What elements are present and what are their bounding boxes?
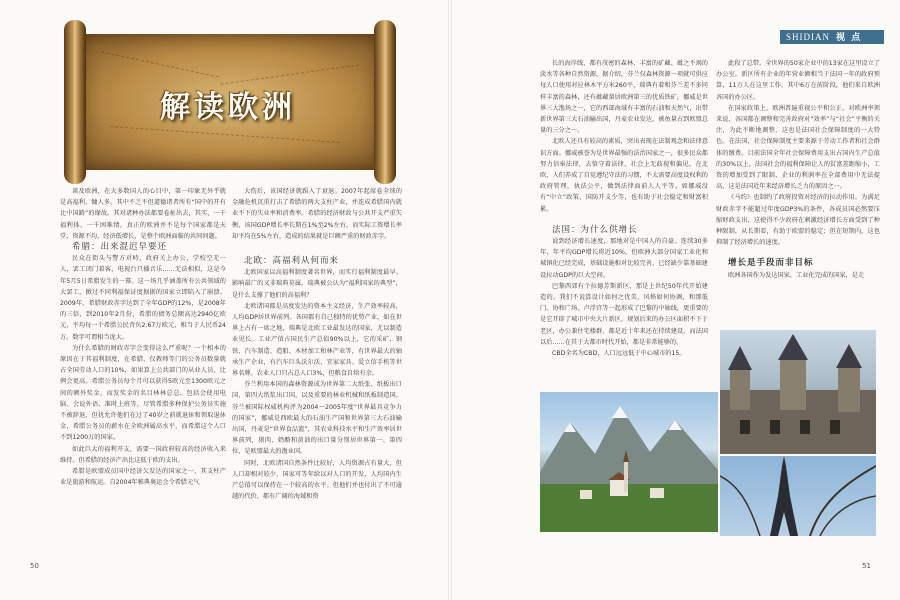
section-header-cn: 视 点 xyxy=(836,32,863,42)
eiffel-tower-photo xyxy=(720,456,876,536)
paragraph: 北欧国家以高福利制度著名世界，而实行福利制度最早、影响最广的又非瑞典莫属。瑞典被公认为“福利国家的典型”，是什么支撑了他们的高福利？ xyxy=(232,269,402,299)
paragraph: 芬兰利用本国的森林资源成为世界第二大纸张、纸板出口国，第四大纸浆出口国，以及重要的林业机械和纸板制造国。芬兰被国际权威机构评为2004～2005年度“世界最具竞争力的国家”，挪威是西欧最大的石油生产国和世界第三大石油输出国，丹麦是“世界食品篮”，其农业科技水平和生产效率居世界前列，猪肉、奶酪和黄油的出口量分别居世界第一、第四位，是欧盟最大的渔业国。 xyxy=(232,381,402,456)
paragraph: 如此巨大的福利开支，需要一国政府较高的经济收入来维持。但希腊的经济产出比这低于欧的支出。 xyxy=(60,445,226,464)
paragraph: 《马约》也制约了政府投资对经济的拉动作用。为满足财政赤字不能超过年度GDP3%的条件，各成员国必然要压缩财政支出，这使得不少政府在刺激经济增长方面受到了种种限制，从长期看，有助于欧盟的稳定；但在短期内，这也抑制了经济增长的速度。 xyxy=(716,194,880,247)
column-3 xyxy=(540,58,708,388)
section-header-en: SHIDIAN xyxy=(786,32,830,42)
paragraph: 北欧人还具有较高的素质，突出表现在法制观念和法律意识方面。挪威被誉为是世界最强的法治国家之一，很多民众都努力信奉法律，去恪守着法律，社会上无歧视和偏见。在北欧，人们养成了自觉遵纪守法的习惯，不太需要高度设权利的政府管理，执法公平，做到法律面前人人平等。如挪威没有“中立”政策，国防开支少等，也有助于社会稳定和财富积累。 xyxy=(540,138,708,213)
paragraph: CBD全名为CBD，人口远远低于中心城市的15。 xyxy=(552,350,686,358)
scroll-roll-left xyxy=(64,20,86,184)
paragraph: 巴黎西郊有个拉德芳斯新区，那是上世纪50年代开始建造的。我们不说算设计如何之优美，风格如何协调，和那低门、协和广场、卢浮宫等一起形成了巴黎的中轴线，更重要的是它开辟了城市中央大片新区，规划后来的办公区面积不下于老区，办公兼住宅楼群、都是近十年来还在持续建设，而法国以后……在其于大都市时代开始，都是非常能够的。 xyxy=(540,282,708,346)
section-title-greece: 希腊：出来混迟早要还 xyxy=(72,242,168,253)
page-number-right: 51 xyxy=(862,562,871,570)
banner-title: 解读欧洲 xyxy=(160,90,296,125)
paragraph: 在国家政策上，欧洲普遍重视公平和公正。对欧洲率领来说，各国都在调整和完善政府对“效率”与“社会”平衡的关注，为此不断地调整，这也是法国社会保障制度的一大特色。在法国，社会保障制度主要来源于劳动工作者和社会群体的缴费。目前法国全年社会保障费用支出占国内生产总值的30%以上。法国社会的福利保障让人的贫富差距缩小，工资的增加受到了限制，企业的利润率在全部费用中无法提高，这是法国近年来经济增长乏力的原因之一。 xyxy=(716,104,880,191)
paragraph: 此段了总带。全世界的50家企业中的13家在这里设立了办公室。新区所有企业的年营业额相当于法国一年的政府预算，11万人在这里工作，其中6万在前阶段，他们来自欧洲各国的办公区。 xyxy=(716,60,880,101)
paragraph: 说到经济增长速度，那地对是中国人的自豪。连续30多年，年平均GDP增长将近10%，但欧洲大部分国家工业化和城镇化已经完成，基础设施相对比较完善，已经缺少靠基础建设拉动GDP的巨大空间。 xyxy=(540,238,708,279)
paragraph: 北欧诸国都是高度发达的资本主义经济，生产效率较高，人均GDP居世界前列。各国都有自己独特的优势产业，如在世界上占有一席之地，瑞典是北欧工业最发达的国家，尤以制造业见长。工业产值占国民生产总值90%以上，它的采矿、钢铁、汽车制造、造船、木材加工和林产业等，有世界最大的轴承生产企业，有汽车巨头沃尔沃、宜家家具、爱立信手机等世界名牌。农业人口只占总人口3%，但粮食自给有余。 xyxy=(232,302,402,378)
paragraph: 大伤后，该国经济就蹈入了衰退。2007年起席卷全球的金融危机沉重打击了希腊的两大支柱产业，并连成希腊国内就业不下的失业率和消费率。希腊的经济财政与公共开支严重失衡，该国GDP增长率长期在1%至2%左右，而实际工资增长率却平均在5%左右，造成的结果就是巨额严重的财政赤字。 xyxy=(232,188,402,240)
paragraph: 欧洲各国作为发达国家，工业化完成的国家，是走 xyxy=(728,271,865,279)
scroll-roll-right xyxy=(374,20,396,184)
column-4 xyxy=(716,58,880,324)
intro-paragraph: 谈及欧洲，在大多数国人的心目中，第一印象无外乎就是高福利、慵人多。其中不乏不但道德诸者所有“国中的开有比中国路”的缘故。其对诸种办法都要卷扯出去，其实，一千福利体、一千困难情，真正的欧洲并不是每个国家都是天堂，资源不均，经济低增长，是整个欧洲面临的共同问题。 xyxy=(60,188,226,240)
alpine-village-photo xyxy=(540,392,718,532)
column-2 xyxy=(232,186,402,550)
section-title-france: 法国：为什么供增长 xyxy=(552,224,638,235)
page-number-left: 50 xyxy=(30,562,39,570)
paragraph: 希腊是欧盟成员国中经济欠发达的国家之一，其支柱产业是旅游和航运。自2004年雅典奥运会令希腊元气 xyxy=(60,468,226,487)
paragraph: 民众在街头与警方对峙，政府关上办公，学校空无一人，罢工闭门着客，电视台只播音乐……无法相似，这是今年5月5日希腊发生的一幕。这一场几乎涵盖所有公共领域的大罢工，掀过不同利福保证度据据的国家立即陷入了崩溃。2009年，希腊财政赤字达到了全年GDP的12%，是2008年的三倍，到2010年2月份，希腊的债务总额高达2940亿欧元，平均每一个希腊公民背负2.67万欧元，相当于人民币24万。数字可谓相当庞大。 xyxy=(60,255,226,341)
chateau-photo xyxy=(720,330,876,454)
paragraph: 同时，北欧诸国自然条件比较好，人均资源占有量大，但人口却相对较少，国家可等年给以对人口的开发，人均国内生产总值可以保持在一个较高的水平。但他们并也付出了不可逾越的代价，都有广阔的海域和资 xyxy=(232,459,402,501)
section-title-growth: 增长是手段而非目标 xyxy=(728,258,814,269)
section-header xyxy=(780,30,884,44)
paragraph: 为什么希腊的财政赤字会变得这么严重呢？一个相本的原因在于其福利制度，在希腊，仅教师等门的公务员数量就占全国劳动人口的10%，如果算上公共部门的从业人员，比例会更高。希腊公务员每个月可以获得5欧元至1300欧元之间的额外奖金，而发奖金的名目林林总总，包括会使用电脑、会说外语、准时上班等，尽管希腊多种保护公务员实施不被辞退，但犹允许他们在过了40岁之前就退休和领取退休金，希腊公务员的薪水在全欧洲属高水平，而希腊这个人口不到1200万的国家。 xyxy=(60,344,226,442)
scroll-banner xyxy=(60,16,400,186)
column-1 xyxy=(60,186,226,550)
section-title-nordic: 北欧：高福利从何而来 xyxy=(244,256,340,267)
page-spine xyxy=(448,0,452,600)
paragraph: 长的海岸线，都有茂密的森林、丰富的矿藏、蕴之不竭的淡水等各种自然资源，据介绍，芬兰仅森林资源一项就可供应每人口使用对应林木平方米260平，瑞典有着和芬兰差不多同样丰富的森林，还有蕴藏量居欧洲第三的优质铁矿，挪威是世界三大渔场之一，它的西部海域有丰富的石油和天然气，出带新世界第三大石油输出国，丹麦农业发达，被鱼量占到欧盟总量的三分之一。 xyxy=(540,60,708,135)
